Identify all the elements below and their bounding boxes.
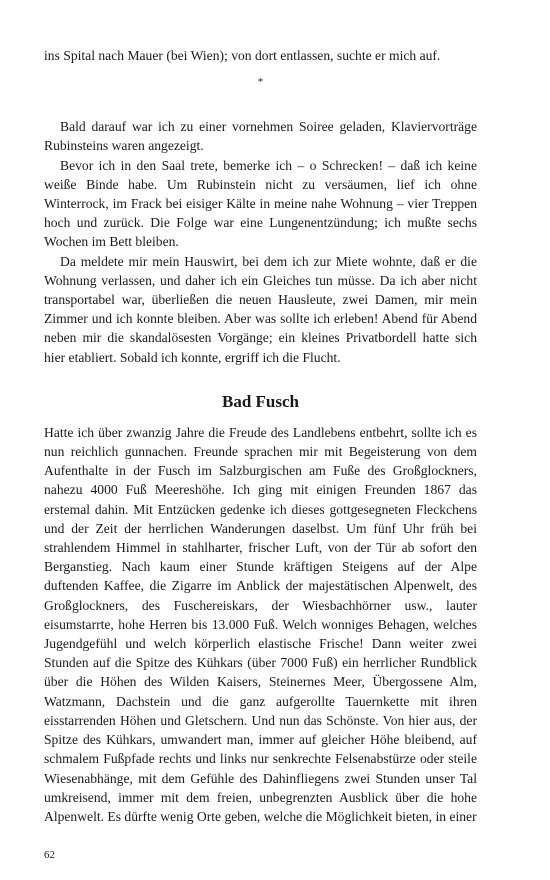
paragraph-continuation: ins Spital nach Mauer (bei Wien); von dort entlassen, suchte er mich auf. bbox=[44, 48, 441, 63]
paragraph-bad-fusch: Hatte ich über zwanzig Jahre die Freude des Landlebens entbehrt, sollte ich es nun reichlich gunnachen. Freunde sprachen mir mit Begeisterung von dem Aufenthalte in der Fusch im Salzburgischen am Fuße des Großglockners, nahezu 4000 Fuß Meereshöhe. Ich ging mit einigen Freunden 1867 das erstemal dahin. Mit Entzücken gedenke ich dieses gottgesegneten Fleckchens und der Zeit der herrlichen Wanderungen daselbst. Um fünf Uhr früh bei strahlendem Himmel in stahlharter, frischer Luft, von der Tür ab sofort den Berganstieg. Nach kaum einer Stunde kräftigen Steigens auf der Alpe duftenden Kaffee, die Zigarre im Anblick der majestätischen Alpenwelt, des Großglockners, des Fuschereiskars, der Wiesbachhörner usw., lauter eisumstarrte, hohe Herren bis 13.000 Fuß. Welch wonniges Behagen, welches Jugendgefühl und welch körperlich elastische Frische! Dann weiter zwei Stunden auf die Spitze des Kühkars (über 7000 Fuß) ein herrlicher Rundblick über die Höhen des Wilden Kaisers, Steinernes Meer, Übergossene Alm, Watzmann, Dachstein und die ganz aufgerollte Tauernkette mit ihren eisstarrenden Höhen und Gletschern. Und nun das Schönste. Von hier aus, der Spitze des Kühkars, umwandert man, immer auf gleicher Höhe bleibend, auf schmalem Fußpfade rechts und links nur senkrechte Felsenabstürze oder steile Wiesenabhänge, mit dem Gefühle des Dahinfliegens zwei Stunden unser Tal umkreisend, immer mit dem freien, unbegrenzten Ausblick über die hohe Alpenwelt. Es dürfte wenig Orte geben, welche die Möglichkeit bieten, in einer bbox=[44, 424, 477, 824]
paragraph-hauswirt: Da meldete mir mein Hauswirt, bei dem ich zur Miete wohnte, daß er die Wohnung verlassen, und daher ich ein Gleiches tun müsse. Da ich aber nicht transportabel war, überließen die neuen Hausleute, zwei Damen, mir mein Zimmer und ich konnte bleiben. Aber was sollte ich erleben! Abend für Abend neben mir die skandalösesten Vorgänge; ein kleines Privatbordell hatte sich hier etabliert. Sobald ich konnte, ergriff ich die Flucht. bbox=[44, 253, 477, 365]
separator-gap bbox=[44, 89, 477, 117]
section-heading: Bad Fusch bbox=[222, 391, 299, 411]
page-body bbox=[44, 46, 477, 826]
page-number: 62 bbox=[44, 849, 55, 861]
section-separator: * bbox=[257, 76, 264, 89]
paragraph-binde: Bevor ich in den Saal trete, bemerke ich – o Schrecken! – daß ich keine weiße Binde habe. Um Rubinstein nicht zu versäumen, lief ich ohne Winterrock, im Frack bei eisiger Kälte in meine nahe Wohnung – vier Treppen hoch und zurück. Die Folge war eine Lungenentzündung; ich mußte sechs Wochen im Bett bleiben. bbox=[44, 157, 477, 250]
paragraph-soiree: Bald darauf war ich zu einer vornehmen Soiree geladen, Klaviervorträge Rubinsteins waren angezeigt. bbox=[44, 119, 477, 154]
